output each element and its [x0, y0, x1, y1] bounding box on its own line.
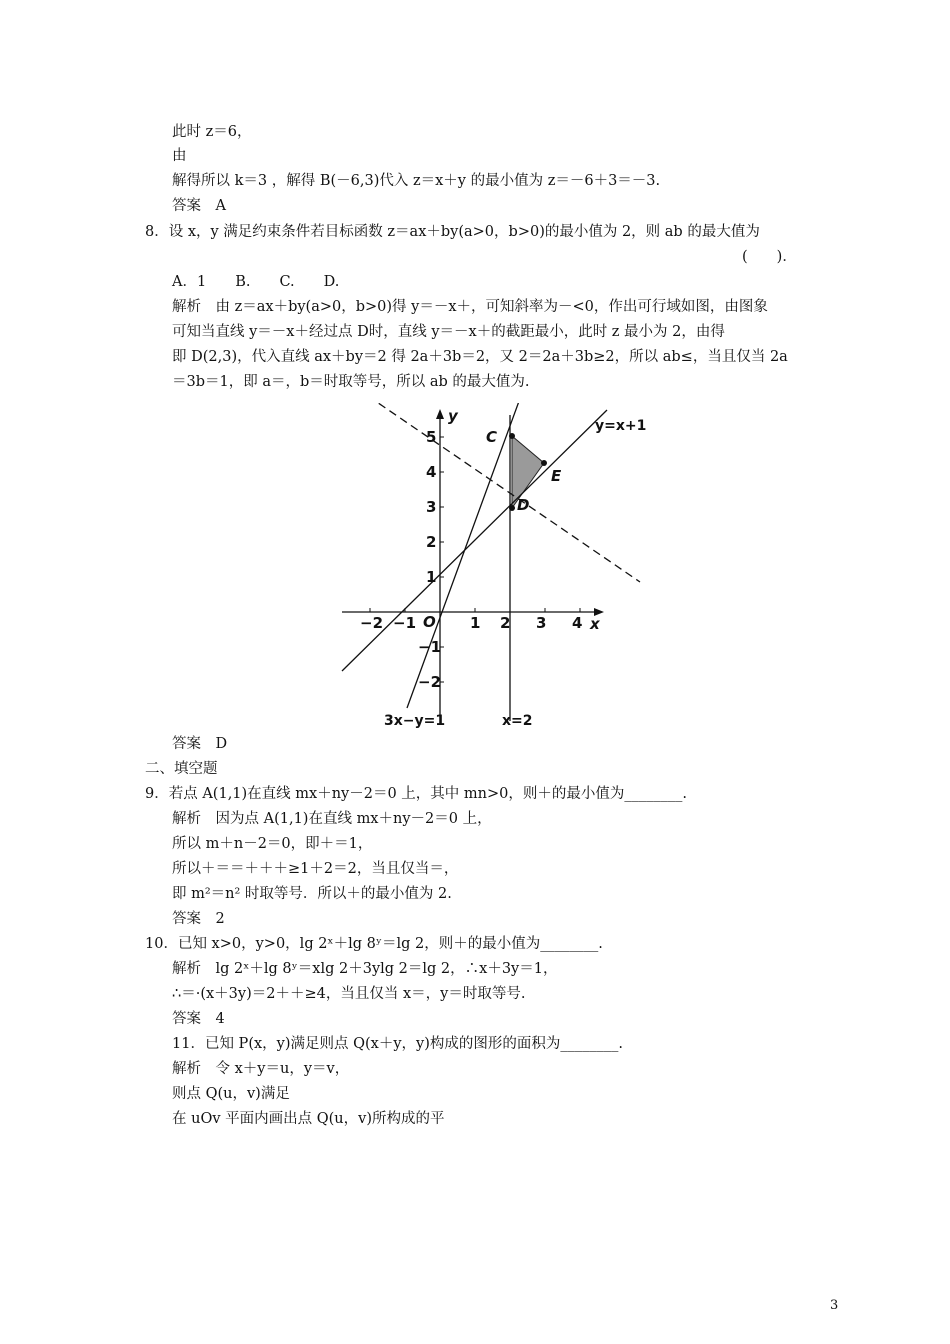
section-heading-fill-in: 二、填空题	[145, 761, 218, 777]
answer-9: 答案 2	[172, 911, 225, 927]
analysis-11-line-1: 解析 令 x＋y＝u，y＝v，	[172, 1061, 350, 1077]
y-tick-label: 5	[426, 428, 437, 446]
x-tick-label: 1	[470, 614, 481, 632]
question-9: 9．若点 A(1,1)在直线 mx＋ny－2＝0 上，其中 mn>0，则＋的最小值为________.	[145, 786, 687, 802]
x-tick-label: −2	[360, 614, 384, 632]
x-tick-label: −1	[393, 614, 417, 632]
line-label-x-2: x=2	[502, 713, 533, 729]
feasible-region-figure	[330, 403, 650, 733]
text-line-2: 由	[172, 148, 187, 164]
point-c	[509, 433, 515, 439]
text-line-1: 此时 z＝6，	[172, 124, 252, 140]
question-11: 11．已知 P(x，y)满足则点 Q(x＋y，y)构成的图形的面积为________.	[172, 1036, 623, 1052]
question-8: 8．设 x，y 满足约束条件若目标函数 z＝ax＋by(a>0，b>0)的最小值为 2，则 ab 的最大值为	[145, 224, 760, 240]
analysis-9-line-1: 解析 因为点 A(1,1)在直线 mx＋ny－2＝0 上，	[172, 811, 492, 827]
axis-y-label: y	[448, 407, 458, 425]
analysis-8-line-1: 解析 由 z＝ax＋by(a>0，b>0)得 y＝－x＋，可知斜率为－<0，作出可行域如图，由图象	[172, 299, 768, 315]
line-label-y-x-plus-1: y=x+1	[595, 418, 647, 434]
answer-7: 答案 A	[172, 198, 226, 214]
point-d	[509, 505, 515, 511]
analysis-9-line-2: 所以 m＋n－2＝0，即＋＝1，	[172, 836, 373, 852]
x-tick-label: 2	[500, 614, 511, 632]
y-tick-label: −1	[418, 638, 442, 656]
point-e	[541, 460, 547, 466]
y-tick-label: 1	[426, 568, 437, 586]
analysis-10-line-2: ∴＝·(x＋3y)＝2＋＋≥4，当且仅当 x＝，y＝时取等号.	[172, 986, 526, 1002]
analysis-9-line-3: 所以＋＝＝＋＋＋≥1＋2＝2，当且仅当＝，	[172, 861, 459, 877]
analysis-11-line-2: 则点 Q(u，v)满足	[172, 1086, 290, 1102]
y-axis-arrow	[436, 409, 444, 419]
line-label-3x-y-1: 3x−y=1	[384, 713, 446, 729]
y-tick-label: 2	[426, 533, 437, 551]
analysis-8-line-2: 可知当直线 y＝－x＋经过点 D时，直线 y＝－x＋的截距最小，此时 z 最小为 2，由得	[172, 324, 725, 340]
analysis-11-line-3: 在 uOv 平面内画出点 Q(u，v)所构成的平	[172, 1111, 445, 1127]
x-tick-label: 4	[572, 614, 583, 632]
analysis-8-line-3: 即 D(2,3)，代入直线 ax＋by＝2 得 2a＋3b＝2，又 2＝2a＋3b≥2，所以 ab≤，当且仅当 2a	[172, 349, 788, 365]
analysis-10-line-1: 解析 lg 2ˣ＋lg 8ʸ＝xlg 2＋3ylg 2＝lg 2，∴x＋3y＝1，	[172, 961, 558, 977]
line-3x-minus-y-equals-1	[407, 403, 522, 708]
analysis-8-line-4: ＝3b＝1，即 a＝，b＝时取等号，所以 ab 的最大值为.	[172, 374, 530, 390]
page-number: 3	[830, 1298, 839, 1313]
point-label-d: D	[517, 496, 530, 514]
x-tick-label: 3	[536, 614, 547, 632]
axis-x-label: x	[590, 615, 600, 633]
analysis-9-line-4: 即 m²＝n² 时取等号．所以＋的最小值为 2.	[172, 886, 452, 902]
point-label-c: C	[486, 428, 498, 446]
y-tick-label: 4	[426, 463, 437, 481]
origin-label: O	[423, 613, 436, 631]
y-tick-label: 3	[426, 498, 437, 516]
answer-10: 答案 4	[172, 1011, 225, 1027]
question-10: 10．已知 x>0，y>0，lg 2ˣ＋lg 8ʸ＝lg 2，则＋的最小值为________.	[145, 936, 603, 952]
question-8-options: A．1 B. C. D.	[172, 274, 340, 290]
text-line-3: 解得所以 k＝3 ，解得 B(－6,3)代入 z＝x＋y 的最小值为 z＝－6＋3＝－3.	[172, 173, 661, 189]
question-8-bracket: ( )．	[742, 249, 797, 265]
point-label-e: E	[551, 467, 562, 485]
y-tick-label: −2	[418, 673, 442, 691]
answer-8: 答案 D	[172, 736, 228, 752]
